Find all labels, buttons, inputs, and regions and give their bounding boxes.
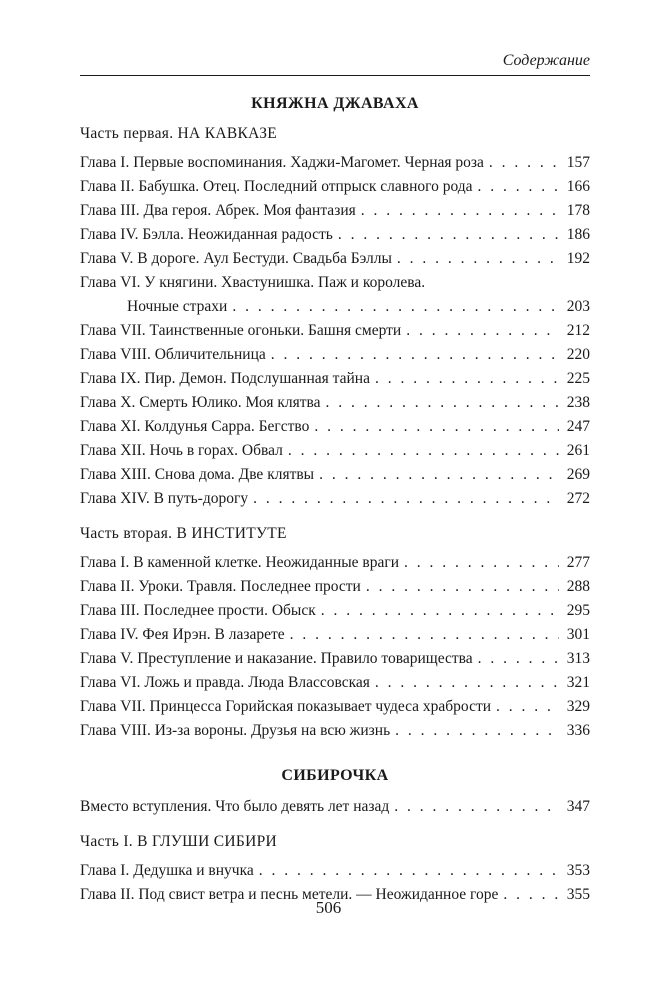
entry-page: 157 [566, 154, 590, 171]
leader-dots [321, 599, 559, 623]
running-head: Содержание [502, 52, 590, 69]
entry-title: Глава X. Смерть Юлико. Моя клятва [80, 394, 321, 411]
leader-dots [375, 671, 559, 695]
toc-entry[interactable] [80, 575, 590, 599]
leader-dots [366, 575, 559, 599]
entry-title: Вместо вступления. Что было девять лет назад [80, 798, 390, 815]
entry-page: 225 [566, 370, 590, 387]
toc-entry[interactable] [80, 719, 590, 743]
entry-title: Глава V. Преступление и наказание. Правило товарищества [80, 650, 473, 667]
toc-entry[interactable] [80, 551, 590, 575]
entry-page: 247 [566, 418, 590, 435]
toc-entry[interactable] [80, 415, 590, 439]
entry-page: 166 [566, 178, 590, 195]
entry-title-line2: Ночные страхи [127, 298, 228, 315]
entry-title: Глава I. Первые воспоминания. Хаджи-Магомет. Черная роза [80, 154, 484, 171]
entry-page: 261 [566, 442, 590, 459]
entry-page: 203 [566, 298, 590, 315]
entry-title-line1[interactable]: Глава VI. У княгини. Хвастунишка. Паж и королева. [80, 274, 426, 291]
entry-title: Глава IV. Фея Ирэн. В лазарете [80, 626, 285, 643]
leader-dots [259, 859, 559, 883]
part-title: Часть I. В ГЛУШИ СИБИРИ [80, 833, 278, 850]
leader-dots [319, 463, 559, 487]
entry-title: Глава I. В каменной клетке. Неожиданные враги [80, 554, 400, 571]
entry-title: Глава V. В дороге. Аул Бестуди. Свадьба Бэллы [80, 250, 392, 267]
toc-entry[interactable] [80, 175, 590, 199]
toc-entry[interactable] [80, 295, 590, 319]
toc-entry[interactable] [80, 647, 590, 671]
entry-page: 329 [566, 698, 590, 715]
entry-title: Глава VII. Принцесса Горийская показывает чудеса храбрости [80, 698, 492, 715]
leader-dots [395, 719, 559, 743]
toc-entry[interactable] [80, 319, 590, 343]
leader-dots [288, 439, 559, 463]
entry-title: Глава VIII. Из-за вороны. Друзья на всю жизнь [80, 722, 391, 739]
book-title: КНЯЖНА ДЖАВАХА [251, 95, 419, 112]
leader-dots [397, 247, 559, 271]
leader-dots [326, 391, 559, 415]
entry-page: 272 [566, 490, 590, 507]
toc-entry[interactable] [80, 859, 590, 883]
leader-dots [314, 415, 559, 439]
entry-page: 178 [566, 202, 590, 219]
entry-title: Глава I. Дедушка и внучка [80, 862, 254, 879]
toc-entry[interactable] [80, 343, 590, 367]
toc-entry[interactable] [80, 463, 590, 487]
entry-page: 220 [566, 346, 590, 363]
toc-entry[interactable] [80, 439, 590, 463]
table-of-contents [80, 93, 590, 907]
header-rule [80, 75, 590, 76]
leader-dots [496, 695, 559, 719]
entry-page: 186 [566, 226, 590, 243]
entry-title: Глава XIII. Снова дома. Две клятвы [80, 466, 315, 483]
entry-title: Глава IV. Бэлла. Неожиданная радость [80, 226, 333, 243]
entry-title: Глава III. Последнее прости. Обыск [80, 602, 316, 619]
entry-page: 353 [566, 862, 590, 879]
toc-entry[interactable] [80, 247, 590, 271]
leader-dots [290, 623, 559, 647]
entry-page: 295 [566, 602, 590, 619]
book-title: СИБИРОЧКА [281, 767, 389, 784]
leader-dots [361, 199, 559, 223]
part-title: Часть вторая. В ИНСТИТУТЕ [80, 525, 287, 542]
toc-entry[interactable] [80, 223, 590, 247]
entry-title: Глава VIII. Обличительница [80, 346, 266, 363]
page-number: 506 [315, 898, 342, 917]
leader-dots [375, 367, 559, 391]
toc-entry[interactable] [80, 695, 590, 719]
entry-page: 355 [566, 886, 590, 903]
entry-page: 336 [566, 722, 590, 739]
leader-dots [232, 295, 559, 319]
entry-page: 301 [566, 626, 590, 643]
entry-title: Глава IX. Пир. Демон. Подслушанная тайна [80, 370, 370, 387]
entry-page: 212 [566, 322, 590, 339]
entry-page: 321 [566, 674, 590, 691]
toc-entry[interactable] [80, 391, 590, 415]
toc-entry[interactable] [80, 795, 590, 819]
entry-title: Глава III. Два героя. Абрек. Моя фантазия [80, 202, 356, 219]
leader-dots [478, 647, 559, 671]
toc-entry[interactable] [80, 199, 590, 223]
entry-title: Глава II. Бабушка. Отец. Последний отпрыск славного рода [80, 178, 473, 195]
entry-title: Глава VII. Таинственные огоньки. Башня смерти [80, 322, 402, 339]
entry-page: 347 [566, 798, 590, 815]
entry-page: 313 [566, 650, 590, 667]
entry-title: Глава XI. Колдунья Сарра. Бегство [80, 418, 310, 435]
entry-title: Глава VI. Ложь и правда. Люда Влассовская [80, 674, 370, 691]
leader-dots [478, 175, 559, 199]
entry-page: 269 [566, 466, 590, 483]
leader-dots [271, 343, 559, 367]
leader-dots [406, 319, 559, 343]
leader-dots [404, 551, 559, 575]
leader-dots [489, 151, 559, 175]
leader-dots [394, 795, 559, 819]
entry-title: Глава II. Под свист ветра и песнь метели. — Неожиданное горе [80, 886, 499, 903]
toc-entry[interactable] [80, 671, 590, 695]
part-title: Часть первая. НА КАВКАЗЕ [80, 125, 278, 142]
entry-page: 277 [566, 554, 590, 571]
entry-page: 288 [566, 578, 590, 595]
entry-title: Глава II. Уроки. Травля. Последнее прости [80, 578, 361, 595]
toc-entry[interactable] [80, 623, 590, 647]
entry-title: Глава XIV. В путь-дорогу [80, 490, 249, 507]
leader-dots [338, 223, 559, 247]
entry-page: 238 [566, 394, 590, 411]
toc-entry[interactable] [80, 367, 590, 391]
toc-entry[interactable] [80, 599, 590, 623]
entry-page: 192 [566, 250, 590, 267]
leader-dots [253, 487, 559, 511]
toc-entry[interactable] [80, 151, 590, 175]
toc-entry[interactable] [80, 487, 590, 511]
entry-title: Глава XII. Ночь в горах. Обвал [80, 442, 283, 459]
